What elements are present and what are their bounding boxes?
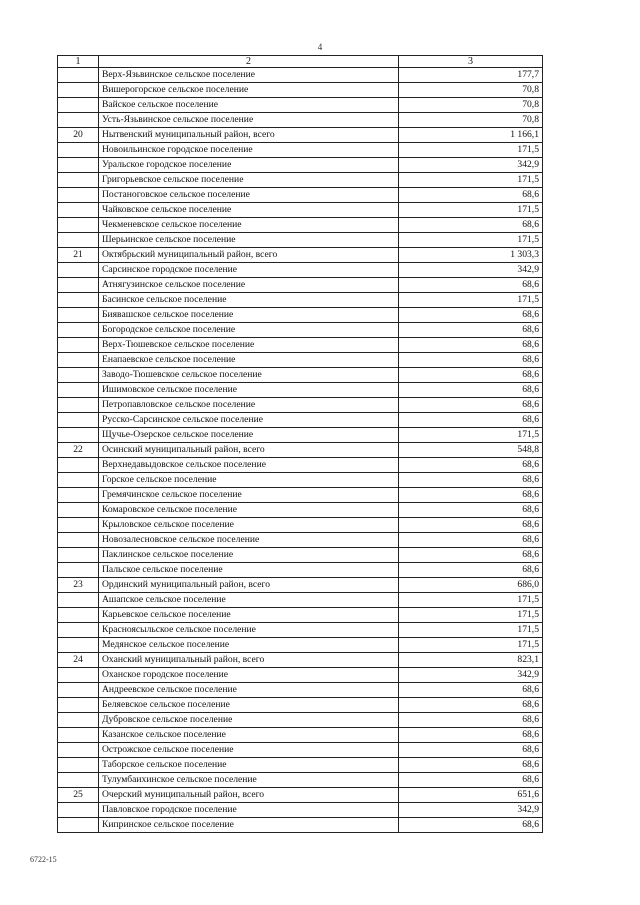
row-name-cell: Карьевское сельское поселение [99, 608, 399, 623]
row-name-cell: Горское сельское поселение [99, 473, 399, 488]
table-row [58, 368, 543, 383]
table-row [58, 443, 543, 458]
row-number-cell [58, 758, 99, 773]
table-row [58, 173, 543, 188]
row-number-cell: 22 [58, 443, 99, 458]
row-name-cell: Оханский муниципальный район, всего [99, 653, 399, 668]
row-name-cell: Богородское сельское поселение [99, 323, 399, 338]
row-name-cell: Казанское сельское поселение [99, 728, 399, 743]
row-name-cell: Новозалесновское сельское поселение [99, 533, 399, 548]
row-value-cell: 342,9 [399, 263, 543, 278]
row-name-cell: Осинский муниципальный район, всего [99, 443, 399, 458]
row-name-cell: Постаноговское сельское поселение [99, 188, 399, 203]
page-number: 4 [317, 42, 323, 52]
row-name-cell: Таборское сельское поселение [99, 758, 399, 773]
row-value-cell: 686,0 [399, 578, 543, 593]
row-name-cell: Биявашское сельское поселение [99, 308, 399, 323]
document-code: 6722-15 [30, 855, 57, 864]
table-row [58, 518, 543, 533]
row-number-cell [58, 488, 99, 503]
row-name-cell: Григорьевское сельское поселение [99, 173, 399, 188]
row-name-cell: Сарсинское городское поселение [99, 263, 399, 278]
row-value-cell: 171,5 [399, 623, 543, 638]
table-row [58, 653, 543, 668]
table-row [58, 263, 543, 278]
row-value-cell: 68,6 [399, 743, 543, 758]
row-name-cell: Нытвенский муниципальный район, всего [99, 128, 399, 143]
row-number-cell [58, 398, 99, 413]
row-number-cell: 24 [58, 653, 99, 668]
table-row [58, 728, 543, 743]
row-name-cell: Тулумбаихинское сельское поселение [99, 773, 399, 788]
table-row [58, 638, 543, 653]
row-name-cell: Новоильинское городское поселение [99, 143, 399, 158]
row-value-cell: 68,6 [399, 713, 543, 728]
table-row [58, 668, 543, 683]
table-row [58, 458, 543, 473]
row-name-cell: Заводо-Тюшевское сельское поселение [99, 368, 399, 383]
row-name-cell: Щучье-Озерское сельское поселение [99, 428, 399, 443]
table-row [58, 698, 543, 713]
row-name-cell: Красноясыльское сельское поселение [99, 623, 399, 638]
row-number-cell [58, 428, 99, 443]
row-name-cell: Верх-Язьвинское сельское поселение [99, 68, 399, 83]
row-number-cell [58, 548, 99, 563]
table-row [58, 278, 543, 293]
row-value-cell: 342,9 [399, 158, 543, 173]
row-value-cell: 171,5 [399, 293, 543, 308]
header-col-3: 3 [399, 56, 543, 68]
row-value-cell: 68,6 [399, 518, 543, 533]
row-number-cell [58, 83, 99, 98]
row-number-cell [58, 173, 99, 188]
row-number-cell [58, 323, 99, 338]
row-number-cell [58, 233, 99, 248]
row-number-cell [58, 368, 99, 383]
row-value-cell: 171,5 [399, 428, 543, 443]
row-value-cell: 68,6 [399, 503, 543, 518]
row-number-cell [58, 458, 99, 473]
row-value-cell: 651,6 [399, 788, 543, 803]
table-row [58, 758, 543, 773]
table-row [58, 818, 543, 833]
row-value-cell: 68,6 [399, 488, 543, 503]
row-value-cell: 68,6 [399, 818, 543, 833]
row-value-cell: 68,6 [399, 683, 543, 698]
row-value-cell: 68,6 [399, 353, 543, 368]
header-col-2: 2 [99, 56, 399, 68]
row-number-cell [58, 188, 99, 203]
row-value-cell: 68,6 [399, 383, 543, 398]
row-value-cell: 171,5 [399, 638, 543, 653]
table-row [58, 413, 543, 428]
table-row [58, 473, 543, 488]
row-value-cell: 68,6 [399, 218, 543, 233]
table-row [58, 323, 543, 338]
row-number-cell [58, 623, 99, 638]
row-name-cell: Октябрьский муниципальный район, всего [99, 248, 399, 263]
row-number-cell [58, 338, 99, 353]
row-name-cell: Комаровское сельское поселение [99, 503, 399, 518]
row-value-cell: 171,5 [399, 608, 543, 623]
row-name-cell: Крыловское сельское поселение [99, 518, 399, 533]
row-number-cell [58, 518, 99, 533]
row-number-cell [58, 218, 99, 233]
row-number-cell [58, 818, 99, 833]
row-value-cell: 177,7 [399, 68, 543, 83]
row-number-cell [58, 143, 99, 158]
row-name-cell: Андреевское сельское поселение [99, 683, 399, 698]
row-value-cell: 70,8 [399, 83, 543, 98]
row-number-cell [58, 743, 99, 758]
row-value-cell: 342,9 [399, 803, 543, 818]
table-row [58, 143, 543, 158]
table-header-row [58, 56, 543, 68]
row-value-cell: 68,6 [399, 188, 543, 203]
row-number-cell [58, 98, 99, 113]
row-number-cell [58, 638, 99, 653]
row-number-cell [58, 413, 99, 428]
row-value-cell: 68,6 [399, 413, 543, 428]
row-number-cell: 21 [58, 248, 99, 263]
row-name-cell: Русско-Сарсинское сельское поселение [99, 413, 399, 428]
table-row [58, 608, 543, 623]
row-number-cell [58, 203, 99, 218]
row-number-cell [58, 698, 99, 713]
row-name-cell: Петропавловское сельское поселение [99, 398, 399, 413]
table-row [58, 188, 543, 203]
row-number-cell [58, 353, 99, 368]
table-row [58, 203, 543, 218]
row-name-cell: Усть-Язьвинское сельское поселение [99, 113, 399, 128]
row-name-cell: Ишимовское сельское поселение [99, 383, 399, 398]
row-number-cell [58, 473, 99, 488]
table-row [58, 113, 543, 128]
row-value-cell: 171,5 [399, 173, 543, 188]
row-value-cell: 68,6 [399, 473, 543, 488]
row-value-cell: 68,6 [399, 308, 543, 323]
table-row [58, 83, 543, 98]
table-row [58, 308, 543, 323]
row-name-cell: Верх-Тюшевское сельское поселение [99, 338, 399, 353]
row-name-cell: Чайковское сельское поселение [99, 203, 399, 218]
row-name-cell: Вишерогорское сельское поселение [99, 83, 399, 98]
table-row [58, 788, 543, 803]
header-col-1: 1 [58, 56, 99, 68]
row-number-cell [58, 773, 99, 788]
table-row [58, 338, 543, 353]
table-row [58, 218, 543, 233]
table-row [58, 248, 543, 263]
table-row [58, 68, 543, 83]
row-number-cell: 25 [58, 788, 99, 803]
table-body [58, 56, 543, 833]
row-name-cell: Очерский муниципальный район, всего [99, 788, 399, 803]
table-row [58, 383, 543, 398]
row-number-cell [58, 278, 99, 293]
table-row [58, 578, 543, 593]
row-name-cell: Верхнедавыдовское сельское поселение [99, 458, 399, 473]
row-value-cell: 68,6 [399, 698, 543, 713]
row-number-cell [58, 713, 99, 728]
row-value-cell: 171,5 [399, 593, 543, 608]
row-number-cell [58, 503, 99, 518]
row-name-cell: Дубровское сельское поселение [99, 713, 399, 728]
row-number-cell [58, 293, 99, 308]
table-row [58, 593, 543, 608]
row-number-cell: 23 [58, 578, 99, 593]
row-name-cell: Уральское городское поселение [99, 158, 399, 173]
row-number-cell: 20 [58, 128, 99, 143]
row-value-cell: 548,8 [399, 443, 543, 458]
table-row [58, 713, 543, 728]
row-value-cell: 1 303,3 [399, 248, 543, 263]
row-name-cell: Чекменевское сельское поселение [99, 218, 399, 233]
allocation-table [57, 55, 543, 833]
row-value-cell: 70,8 [399, 113, 543, 128]
row-value-cell: 171,5 [399, 233, 543, 248]
table-row [58, 743, 543, 758]
table-row [58, 128, 543, 143]
table-row [58, 233, 543, 248]
table-row [58, 563, 543, 578]
row-name-cell: Ординский муниципальный район, всего [99, 578, 399, 593]
table-row [58, 623, 543, 638]
row-number-cell [58, 383, 99, 398]
row-number-cell [58, 263, 99, 278]
row-number-cell [58, 533, 99, 548]
row-name-cell: Атнягузинское сельское поселение [99, 278, 399, 293]
row-number-cell [58, 683, 99, 698]
row-number-cell [58, 563, 99, 578]
row-name-cell: Паклинское сельское поселение [99, 548, 399, 563]
row-name-cell: Павловское городское поселение [99, 803, 399, 818]
row-value-cell: 342,9 [399, 668, 543, 683]
row-value-cell: 68,6 [399, 398, 543, 413]
row-name-cell: Пальское сельское поселение [99, 563, 399, 578]
table-row [58, 683, 543, 698]
table-row [58, 353, 543, 368]
row-name-cell: Енапаевское сельское поселение [99, 353, 399, 368]
row-value-cell: 68,6 [399, 563, 543, 578]
row-number-cell [58, 803, 99, 818]
row-number-cell [58, 593, 99, 608]
table-row [58, 548, 543, 563]
row-value-cell: 171,5 [399, 203, 543, 218]
row-value-cell: 171,5 [399, 143, 543, 158]
row-name-cell: Вайское сельское поселение [99, 98, 399, 113]
table-row [58, 803, 543, 818]
row-number-cell [58, 668, 99, 683]
row-value-cell: 68,6 [399, 548, 543, 563]
row-value-cell: 68,6 [399, 458, 543, 473]
row-number-cell [58, 728, 99, 743]
row-value-cell: 68,6 [399, 368, 543, 383]
row-name-cell: Гремячинское сельское поселение [99, 488, 399, 503]
table-row [58, 533, 543, 548]
row-number-cell [58, 158, 99, 173]
row-name-cell: Кипринское сельское поселение [99, 818, 399, 833]
row-value-cell: 1 166,1 [399, 128, 543, 143]
row-value-cell: 68,6 [399, 728, 543, 743]
table-row [58, 293, 543, 308]
table-row [58, 98, 543, 113]
row-name-cell: Оханское городское поселение [99, 668, 399, 683]
table-row [58, 773, 543, 788]
row-value-cell: 68,6 [399, 323, 543, 338]
row-value-cell: 68,6 [399, 758, 543, 773]
row-value-cell: 70,8 [399, 98, 543, 113]
row-value-cell: 68,6 [399, 773, 543, 788]
row-value-cell: 68,6 [399, 533, 543, 548]
row-name-cell: Басинское сельское поселение [99, 293, 399, 308]
row-number-cell [58, 308, 99, 323]
row-number-cell [58, 608, 99, 623]
row-value-cell: 823,1 [399, 653, 543, 668]
table-row [58, 428, 543, 443]
table-row [58, 158, 543, 173]
row-name-cell: Острожское сельское поселение [99, 743, 399, 758]
row-name-cell: Шерьинское сельское поселение [99, 233, 399, 248]
row-name-cell: Ашапское сельское поселение [99, 593, 399, 608]
table-row [58, 398, 543, 413]
row-value-cell: 68,6 [399, 338, 543, 353]
row-value-cell: 68,6 [399, 278, 543, 293]
table-row [58, 503, 543, 518]
row-number-cell [58, 68, 99, 83]
row-name-cell: Беляевское сельское поселение [99, 698, 399, 713]
row-number-cell [58, 113, 99, 128]
row-name-cell: Медянское сельское поселение [99, 638, 399, 653]
table-row [58, 488, 543, 503]
